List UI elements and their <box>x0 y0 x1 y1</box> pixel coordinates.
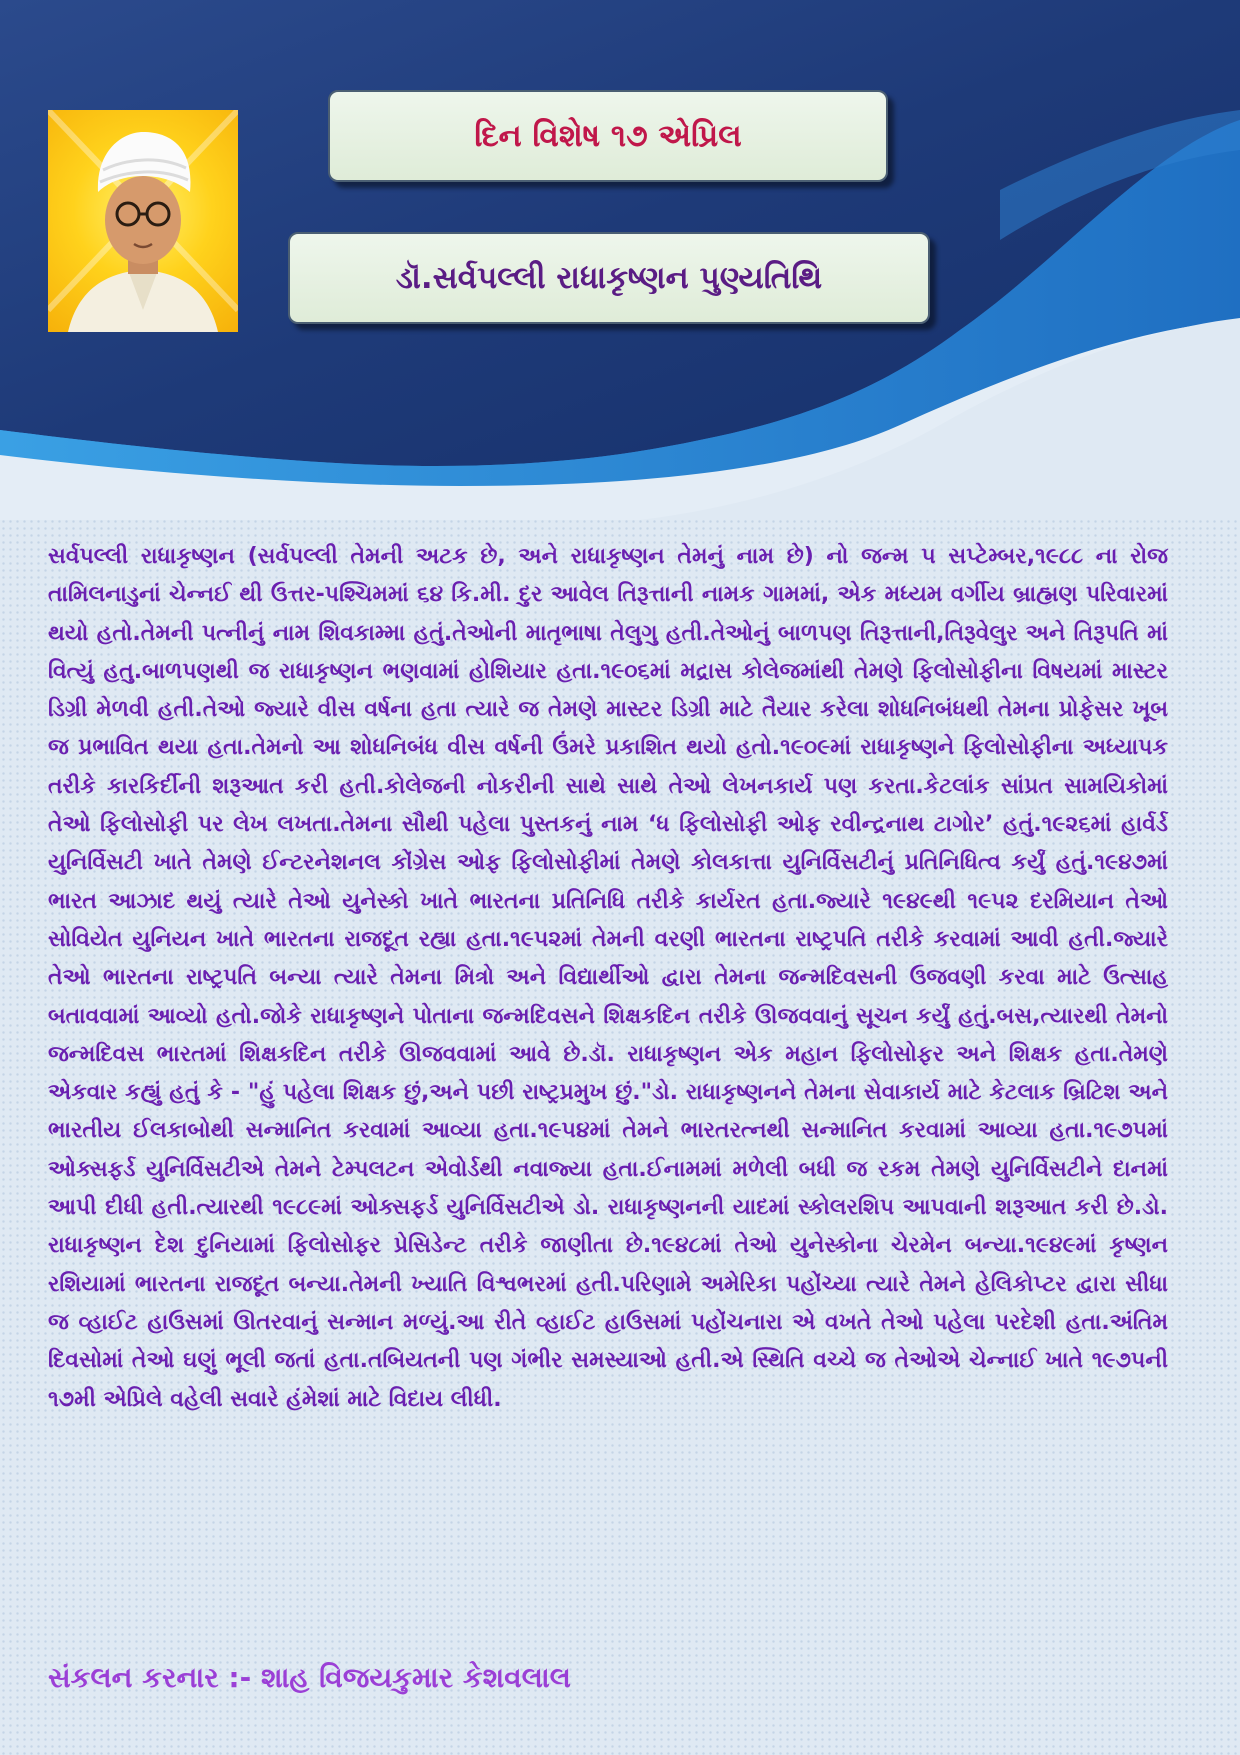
day-special-title-box <box>328 90 888 182</box>
death-anniversary-title-box <box>288 232 930 324</box>
compiler-credit: સંકલન કરનાર :- શાહ વિજયકુમાર કેશવલાલ <box>48 1661 571 1694</box>
portrait-icon <box>48 110 238 332</box>
article-body: સર્વપલ્લી રાધાકૃષ્ણન (સર્વપલ્લી તેમની અટક છે, અને રાધાકૃષ્ણન તેમનું નામ છે) નો જન્મ ૫ સપ્ટેમ્બર,૧૯૮૮ ના રોજ તામિલનાડુનાં ચેન્નઈ થી ઉત્તર-પશ્ચિમમાં ૬૪ કિ.મી. દુર આવેલ તિરૂત્તાની નામક ગામમાં, એક મધ્યમ વર્ગીય બ્રાહ્મણ પરિવારમાં થયો હતો.તેમની પત્નીનું નામ શિવકામ્મા હતું.તેઓની માતૃભાષા તેલુગુ હતી.તેઓનું બાળપણ તિરૂત્તાની,તિરૂવેલુર અને તિરૂપતિ માં વિત્યું હતુ.બાળપણથી જ રાધાકૃષ્ણન ભણવામાં હોશિયાર હતા.૧૯૦૬માં મદ્રાસ કોલેજમાંથી તેમણે ફિલોસોફીના વિષયમાં માસ્ટર ડિગ્રી મેળવી હતી.તેઓ જ્યારે વીસ વર્ષના હતા ત્યારે જ તેમણે માસ્ટર ડિગ્રી માટે તૈયાર કરેલા શોધનિબંધથી તેમના પ્રોફેસર ખૂબ જ પ્રભાવિત થયા હતા.તેમનો આ શોધનિબંધ વીસ વર્ષની ઉંમરે પ્રકાશિત થયો હતો.૧૯૦૯માં રાધાકૃષ્ણને ફિલોસોફીના અધ્યાપક તરીકે કારકિર્દીની શરૂઆત કરી હતી.કોલેજની નોકરીની સાથે સાથે તેઓ લેખનકાર્ય પણ કરતા.કેટલાંક સાંપ્રત સામયિકોમાં તેઓ ફિલોસોફી પર લેખ લખતા.તેમના સૌથી પહેલા પુસ્તકનું નામ ‘ધ ફિલોસોફી ઓફ રવીન્દ્રનાથ ટાગોર’ હતું.૧૯૨૬માં હાર્વર્ડ યુનિર્વિસટી ખાતે તેમણે ઈન્ટરનેશનલ કોંગ્રેસ ઓફ ફિલોસોફીમાં તેમણે કોલકાત્તા યુનિર્વિસટીનું પ્રતિનિધિત્વ કર્યું હતું.૧૯૪૭માં ભારત આઝાદ થયું ત્યારે તેઓ યુનેસ્કો ખાતે ભારતના પ્રતિનિધિ તરીકે કાર્યરત હતા.જ્યારે ૧૯૪૯થી ૧૯૫૨ દરમિયાન તેઓ સોવિયેત યુનિયન ખાતે ભારતના રાજદૂત રહ્યા હતા.૧૯૫૨માં તેમની વરણી ભારતના રાષ્ટ્રપતિ તરીકે કરવામાં આવી હતી.જ્યારે તેઓ ભારતના રાષ્ટ્રપતિ બન્યા ત્યારે તેમના મિત્રો અને વિદ્યાર્થીઓ દ્વારા તેમના જન્મદિવસની ઉજવણી કરવા માટે ઉત્સાહ બતાવવામાં આવ્યો હતો.જોકે રાધાકૃષ્ણને પોતાના જન્મદિવસને શિક્ષકદિન તરીકે ઊજવવાનું સૂચન કર્યું હતું.બસ,ત્યારથી તેમનો જન્મદિવસ ભારતમાં શિક્ષકદિન તરીકે ઊજવવામાં આવે છે.ડૉ. રાધાકૃષ્ણન એક મહાન ફિલોસોફર અને શિક્ષક હતા.તેમણે એકવાર કહ્યું હતું કે - "હું પહેલા શિક્ષક છું,અને પછી રાષ્ટ્રપ્રમુખ છું."ડો. રાધાકૃષ્ણનને તેમના સેવાકાર્ય માટે કેટલાક બ્રિટિશ અને ભારતીય ઈલકાબોથી સન્માનિત કરવામાં આવ્યા હતા.૧૯૫૪માં તેમને ભારતરત્નથી સન્માનિત કરવામાં આવ્યા હતા.૧૯૭૫માં ઓક્સફર્ડ યુનિર્વિસટીએ તેમને ટેમ્પલટન એવોર્ડથી નવાજ્યા હતા.ઈનામમાં મળેલી બધી જ રકમ તેમણે યુનિર્વિસટીને દાનમાં આપી દીધી હતી.ત્યારથી ૧૯૮૯માં ઓક્સફર્ડ યુનિર્વિસટીએ ડો. રાધાકૃષ્ણનની યાદમાં સ્કોલરશિપ આપવાની શરૂઆત કરી છે.ડો. રાધાકૃષ્ણન દેશ દુનિયામાં ફિલોસોફર પ્રેસિડેન્ટ તરીકે જાણીતા છે.૧૯૪૮માં તેઓ યુનેસ્કોના ચેરમેન બન્યા.૧૯૪૯માં કૃષ્ણન રશિયામાં ભારતના રાજદૂત બન્યા.તેમની ખ્યાતિ વિશ્વભરમાં હતી.પરિણામે અમેરિકા પહોંચ્યા ત્યારે તેમને હેલિકોપ્ટર દ્વારા સીધા જ વ્હાઈટ હાઉસમાં ઊતરવાનું સન્માન મળ્યું.આ રીતે વ્હાઈટ હાઉસમાં પહોંચનારા એ વખતે તેઓ પહેલા પરદેશી હતા.અંતિમ દિવસોમાં તેઓ ઘણું ભૂલી જતાં હતા.તબિયતની પણ ગંભીર સમસ્યાઓ હતી.એ સ્થિતિ વચ્ચે જ તેઓએ ચેન્નાઈ ખાતે ૧૯૭૫ની ૧૭મી એપ્રિલે વહેલી સવારે હંમેશાં માટે વિદાય લીધી. <box>48 544 1168 1412</box>
portrait-photo <box>48 110 238 332</box>
day-special-title: દિન વિશેષ ૧૭ એપ્રિલ <box>474 117 742 154</box>
death-anniversary-title: ડૉ.સર્વપલ્લી રાધાકૃષ્ણન પુણ્યતિથિ <box>395 259 823 296</box>
